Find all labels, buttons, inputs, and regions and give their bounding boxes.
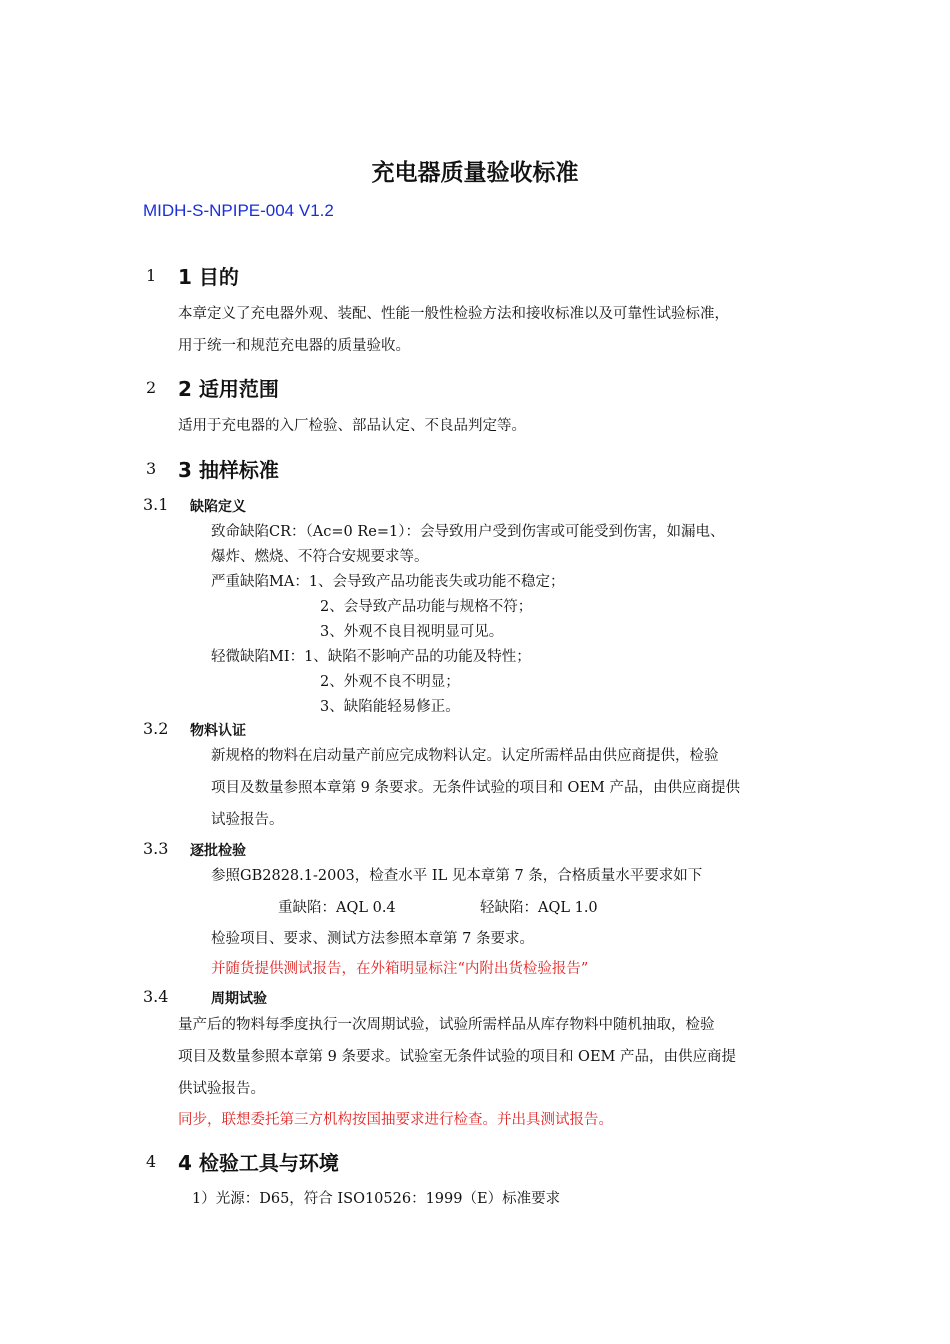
section-1-heading: 1 目的: [178, 265, 239, 289]
periodic-test-red-note: 同步，联想委托第三方机构按国抽要求进行检查。并出具测试报告。: [178, 1112, 613, 1128]
subsection-3-2-number: 3.2: [143, 719, 169, 738]
batch-inspection-line: 检验项目、要求、测试方法参照本章第 7 条要求。: [211, 931, 534, 947]
periodic-test-line: 供试验报告。: [178, 1081, 265, 1097]
document-title: 充电器质量验收标准: [371, 160, 579, 186]
subsection-3-3-heading: 逐批检验: [190, 843, 246, 859]
section-2-text-line: 适用于充电器的入厂检验、部品认定、不良品判定等。: [178, 418, 526, 434]
batch-inspection-line: 参照GB2828.1-2003，检查水平 IL 见本章第 7 条，合格质量水平要求如下: [211, 868, 703, 884]
subsection-3-4-number: 3.4: [143, 987, 169, 1006]
defect-definition-line: 3、缺陷能轻易修正。: [320, 699, 460, 715]
material-certification-line: 试验报告。: [211, 812, 284, 828]
subsection-3-4-heading: 周期试验: [211, 991, 267, 1007]
periodic-test-line: 量产后的物料每季度执行一次周期试验，试验所需样品从库存物料中随机抽取，检验: [178, 1017, 715, 1033]
minor-defect-aql: 轻缺陷：AQL 1.0: [480, 900, 598, 916]
section-1-text-line: 用于统一和规范充电器的质量验收。: [178, 338, 410, 354]
section-2-heading: 2 适用范围: [178, 377, 279, 401]
document-id: MIDH-S-NPIPE-004 V1.2: [143, 201, 334, 220]
subsection-3-1-heading: 缺陷定义: [190, 499, 246, 515]
defect-definition-line: 2、外观不良不明显；: [320, 674, 460, 690]
defect-definition-line: 严重缺陷MA：1、会导致产品功能丧失或功能不稳定；: [211, 574, 565, 590]
batch-inspection-red-note: 并随货提供测试报告，在外箱明显标注“内附出货检验报告”: [211, 961, 589, 977]
section-1-text-line: 本章定义了充电器外观、装配、性能一般性检验方法和接收标准以及可靠性试验标准，: [178, 306, 729, 322]
section-4-text-line: 1）光源：D65，符合 ISO10526：1999（E）标准要求: [192, 1191, 561, 1207]
major-defect-aql: 重缺陷：AQL 0.4: [278, 900, 396, 916]
section-3-number: 3: [146, 459, 157, 478]
section-4-heading: 4 检验工具与环境: [178, 1151, 339, 1175]
subsection-3-3-number: 3.3: [143, 839, 169, 858]
material-certification-line: 新规格的物料在启动量产前应完成物料认定。认定所需样品由供应商提供，检验: [211, 748, 719, 764]
subsection-3-1-number: 3.1: [143, 495, 169, 514]
defect-definition-line: 2、会导致产品功能与规格不符；: [320, 599, 533, 615]
section-2-number: 2: [146, 378, 157, 397]
periodic-test-line: 项目及数量参照本章第 9 条要求。试验室无条件试验的项目和 OEM 产品，由供应商提: [178, 1049, 736, 1065]
section-1-number: 1: [146, 266, 157, 285]
subsection-3-2-heading: 物料认证: [190, 723, 246, 739]
defect-definition-line: 致命缺陷CR：（Ac=0 Re=1）：会导致用户受到伤害或可能受到伤害，如漏电、: [211, 524, 725, 540]
defect-definition-line: 3、外观不良目视明显可见。: [320, 624, 504, 640]
defect-definition-line: 爆炸、燃烧、不符合安规要求等。: [211, 549, 429, 565]
section-3-heading: 3 抽样标准: [178, 458, 279, 482]
material-certification-line: 项目及数量参照本章第 9 条要求。无条件试验的项目和 OEM 产品，由供应商提供: [211, 780, 740, 796]
defect-definition-line: 轻微缺陷MI：1、缺陷不影响产品的功能及特性；: [211, 649, 531, 665]
section-4-number: 4: [146, 1152, 157, 1171]
